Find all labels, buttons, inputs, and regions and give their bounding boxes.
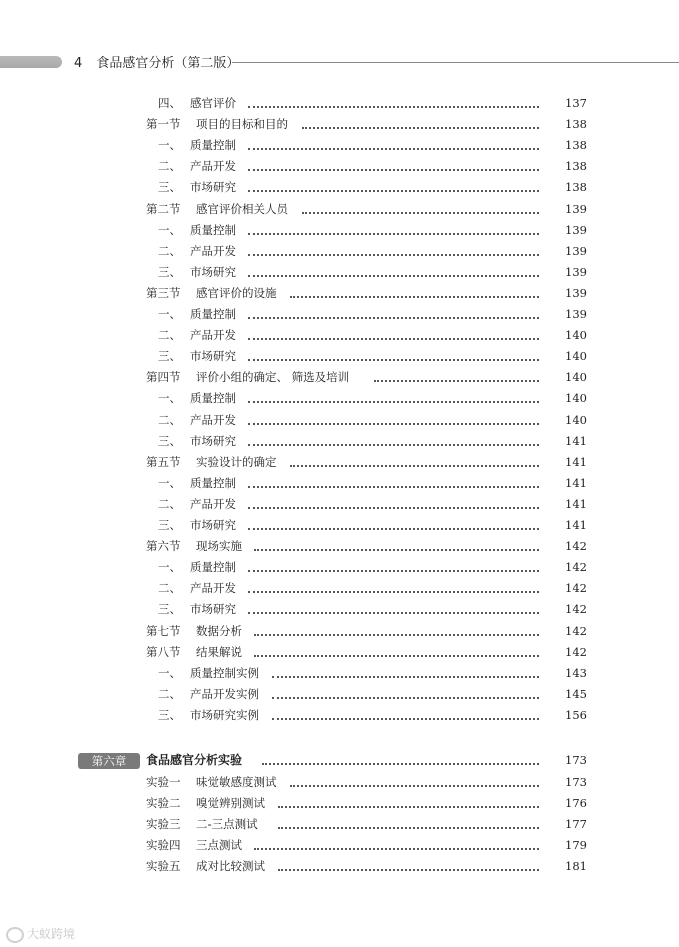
toc-entry-label: 第一节 (146, 117, 181, 132)
toc-entry-label: 第五节 (146, 454, 181, 469)
toc-entry-title: 项目的目标和目的 (196, 117, 288, 132)
toc-subsection-entry[interactable] (0, 346, 679, 366)
toc-entry-title: 数据分析 (196, 623, 242, 638)
experiment-entry[interactable] (0, 856, 679, 876)
toc-entry-title: 市场研究 (190, 180, 236, 195)
leader-dots (248, 612, 539, 614)
toc-entry-title: 市场研究 (190, 433, 236, 448)
toc-entry-title: 产品开发 (190, 496, 236, 511)
toc-entry-page: 139 (565, 264, 587, 279)
toc-entry-page: 138 (565, 117, 587, 132)
leader-dots (248, 570, 539, 572)
leader-dots (278, 869, 539, 871)
toc-entry-title: 产品开发 (190, 412, 236, 427)
leader-dots (278, 827, 539, 829)
toc-entry-label: 一、 (158, 391, 181, 406)
toc-entry-title: 感官评价相关人员 (196, 201, 288, 216)
leader-dots (254, 848, 539, 850)
experiment-label: 实验四 (146, 838, 181, 853)
chapter-entry[interactable] (0, 750, 679, 770)
toc-entry-label: 四、 (158, 96, 181, 110)
leader-dots (290, 785, 539, 787)
leader-dots (248, 591, 539, 593)
toc-subsection-entry[interactable] (0, 262, 679, 282)
watermark (6, 925, 75, 943)
experiment-label: 实验一 (146, 775, 181, 789)
toc-entry-title: 质量控制 (190, 222, 236, 237)
experiment-page: 176 (565, 796, 587, 811)
leader-dots (302, 212, 539, 214)
leader-dots (248, 338, 539, 340)
leader-dots (248, 169, 539, 171)
toc-entry-page: 139 (565, 243, 587, 258)
toc-entry-page: 138 (565, 138, 587, 153)
toc-entry-title: 感官评价的设施 (196, 285, 277, 300)
toc-entry-page: 156 (565, 707, 587, 722)
toc-entry-page: 141 (565, 454, 587, 469)
toc-entry-label: 一、 (158, 222, 181, 237)
leader-dots (248, 423, 539, 425)
toc-section-entry[interactable] (0, 452, 679, 472)
toc-entry-title: 质量控制 (190, 475, 236, 490)
leader-dots (248, 190, 539, 192)
toc-entry-label: 三、 (158, 518, 181, 532)
leader-dots (248, 148, 539, 150)
leader-dots (254, 655, 539, 657)
leader-dots (302, 127, 539, 129)
toc-subsection-entry[interactable] (0, 494, 679, 514)
leader-dots (272, 676, 539, 678)
toc-entry-label: 三、 (158, 349, 181, 364)
toc-entry-label: 一、 (158, 665, 181, 680)
chapter-page: 173 (565, 753, 587, 767)
leader-dots (248, 528, 539, 530)
toc-entry-label: 三、 (158, 180, 181, 195)
toc-entry-title: 质量控制实例 (190, 665, 259, 680)
toc-subsection-entry[interactable] (0, 220, 679, 240)
toc-subsection-entry[interactable] (0, 93, 679, 113)
toc-entry-label: 二、 (158, 686, 181, 701)
experiment-entry[interactable] (0, 835, 679, 855)
toc-entry-label: 一、 (158, 475, 181, 490)
toc-entry-label: 三、 (158, 707, 181, 722)
leader-dots (248, 254, 539, 256)
leader-dots (262, 763, 539, 765)
toc-entry-page: 138 (565, 180, 587, 195)
toc-entry-label: 第六节 (146, 539, 181, 554)
toc-entry-label: 三、 (158, 433, 181, 448)
toc-entry-page: 142 (565, 623, 587, 638)
toc-entry-label: 一、 (158, 307, 181, 321)
toc-entry-page: 142 (565, 602, 587, 617)
toc-entry-page: 141 (565, 496, 587, 511)
toc-subsection-entry[interactable] (0, 241, 679, 261)
toc-subsection-entry[interactable] (0, 473, 679, 493)
toc-subsection-entry[interactable] (0, 599, 679, 619)
toc-entry-page: 140 (565, 412, 587, 427)
experiment-title: 味觉敏感度测试 (196, 775, 277, 789)
toc-subsection-entry[interactable] (0, 578, 679, 598)
toc-entry-page: 140 (565, 349, 587, 364)
toc-entry-title: 质量控制 (190, 307, 236, 321)
toc-subsection-entry[interactable] (0, 684, 679, 704)
toc-section-entry[interactable] (0, 536, 679, 556)
leader-dots (248, 486, 539, 488)
toc-entry-page: 142 (565, 539, 587, 554)
experiment-entry[interactable] (0, 793, 679, 813)
toc-entry-title: 产品开发 (190, 581, 236, 596)
leader-dots (248, 317, 539, 319)
experiment-label: 实验五 (146, 859, 181, 874)
toc-subsection-entry[interactable] (0, 705, 679, 725)
toc-section-entry[interactable] (0, 621, 679, 641)
toc-entry-page: 142 (565, 560, 587, 575)
toc-entry-page: 141 (565, 518, 587, 532)
header-rule (232, 62, 679, 63)
toc-section-entry[interactable] (0, 367, 679, 387)
toc-entry-label: 二、 (158, 496, 181, 511)
experiment-page: 179 (565, 838, 587, 853)
toc-entry-label: 一、 (158, 138, 181, 153)
toc-entry-page: 140 (565, 370, 587, 385)
toc-entry-label: 二、 (158, 412, 181, 427)
toc-entry-page: 139 (565, 285, 587, 300)
toc-entry-page: 142 (565, 644, 587, 659)
leader-dots (248, 401, 539, 403)
toc-entry-title: 质量控制 (190, 138, 236, 153)
toc-subsection-entry[interactable] (0, 156, 679, 176)
leader-dots (278, 806, 539, 808)
watermark-text: 大蚁跨境 (27, 927, 76, 941)
leader-dots (248, 233, 539, 235)
toc-entry-label: 第四节 (146, 370, 181, 385)
toc-entry-page: 145 (565, 686, 587, 701)
toc-section-entry[interactable] (0, 283, 679, 303)
experiment-page: 173 (565, 775, 587, 789)
leader-dots (248, 275, 539, 277)
toc-subsection-entry[interactable] (0, 177, 679, 197)
toc-entry-label: 三、 (158, 602, 181, 617)
toc-entry-title: 市场研究 (190, 264, 236, 279)
experiment-title: 成对比较测试 (196, 859, 265, 874)
toc-entry-title: 现场实施 (196, 539, 242, 554)
experiment-title: 三点测试 (196, 838, 242, 853)
experiment-page: 181 (565, 859, 587, 874)
toc-entry-page: 139 (565, 222, 587, 237)
toc-entry-title: 产品开发 (190, 243, 236, 258)
experiment-entry[interactable] (0, 772, 679, 792)
leader-dots (248, 106, 539, 108)
leader-dots (272, 697, 539, 699)
toc-entry-title: 实验设计的确定 (196, 454, 277, 469)
leader-dots (290, 465, 539, 467)
toc-subsection-entry[interactable] (0, 388, 679, 408)
toc-entry-page: 141 (565, 433, 587, 448)
experiment-page: 177 (565, 817, 587, 832)
toc-entry-label: 二、 (158, 581, 181, 596)
leader-dots (254, 549, 539, 551)
leader-dots (248, 444, 539, 446)
header-book-title: 食品感官分析（第二版） (96, 56, 240, 71)
toc-entry-page: 140 (565, 391, 587, 406)
chapter-badge: 第六章 (78, 753, 140, 769)
header-decor-bar (0, 56, 62, 68)
toc-subsection-entry[interactable] (0, 557, 679, 577)
toc-entry-label: 第八节 (146, 644, 181, 659)
leader-dots (272, 718, 539, 720)
leader-dots (248, 507, 539, 509)
toc-subsection-entry[interactable] (0, 325, 679, 345)
toc-subsection-entry[interactable] (0, 135, 679, 155)
leader-dots (254, 634, 539, 636)
experiment-title: 二-三点测试 (196, 817, 258, 832)
toc-entry-label: 三、 (158, 264, 181, 279)
toc-entry-title: 质量控制 (190, 560, 236, 575)
toc-entry-page: 137 (565, 96, 587, 110)
toc-subsection-entry[interactable] (0, 663, 679, 683)
leader-dots (374, 380, 539, 382)
experiment-title: 嗅觉辨别测试 (196, 796, 265, 811)
toc-entry-page: 143 (565, 665, 587, 680)
toc-entry-page: 141 (565, 475, 587, 490)
toc-entry-label: 第三节 (146, 285, 181, 300)
toc-entry-title: 评价小组的确定、 筛选及培训 (196, 370, 350, 385)
toc-entry-title: 市场研究 (190, 602, 236, 617)
toc-subsection-entry[interactable] (0, 515, 679, 535)
toc-subsection-entry[interactable] (0, 304, 679, 324)
toc-entry-page: 139 (565, 201, 587, 216)
toc-entry-page: 142 (565, 581, 587, 596)
toc-subsection-entry[interactable] (0, 410, 679, 430)
toc-entry-title: 结果解说 (196, 644, 242, 659)
running-header (74, 52, 239, 71)
toc-subsection-entry[interactable] (0, 431, 679, 451)
experiment-entry[interactable] (0, 814, 679, 834)
toc-entry-title: 产品开发 (190, 328, 236, 343)
toc-entry-title: 感官评价 (190, 96, 236, 110)
toc-entry-title: 质量控制 (190, 391, 236, 406)
toc-entry-label: 第七节 (146, 623, 181, 638)
toc-section-entry[interactable] (0, 199, 679, 219)
toc-entry-label: 二、 (158, 159, 181, 174)
watermark-logo-icon (6, 927, 24, 943)
toc-entry-label: 一、 (158, 560, 181, 575)
toc-entry-title: 产品开发 (190, 159, 236, 174)
toc-entry-page: 139 (565, 307, 587, 321)
toc-section-entry[interactable] (0, 642, 679, 662)
toc-entry-page: 140 (565, 328, 587, 343)
toc-entry-label: 二、 (158, 243, 181, 258)
toc-entry-label: 二、 (158, 328, 181, 343)
chapter-title: 食品感官分析实验 (146, 753, 243, 767)
toc-entry-title: 产品开发实例 (190, 686, 259, 701)
leader-dots (290, 296, 539, 298)
header-page-number: 4 (74, 56, 83, 71)
toc-entry-title: 市场研究 (190, 349, 236, 364)
toc-entry-page: 138 (565, 159, 587, 174)
toc-entry-title: 市场研究实例 (190, 707, 259, 722)
toc-section-entry[interactable] (0, 114, 679, 134)
toc-entry-title: 市场研究 (190, 518, 236, 532)
toc-entry-label: 第二节 (146, 201, 181, 216)
experiment-label: 实验二 (146, 796, 181, 811)
leader-dots (248, 359, 539, 361)
experiment-label: 实验三 (146, 817, 181, 832)
